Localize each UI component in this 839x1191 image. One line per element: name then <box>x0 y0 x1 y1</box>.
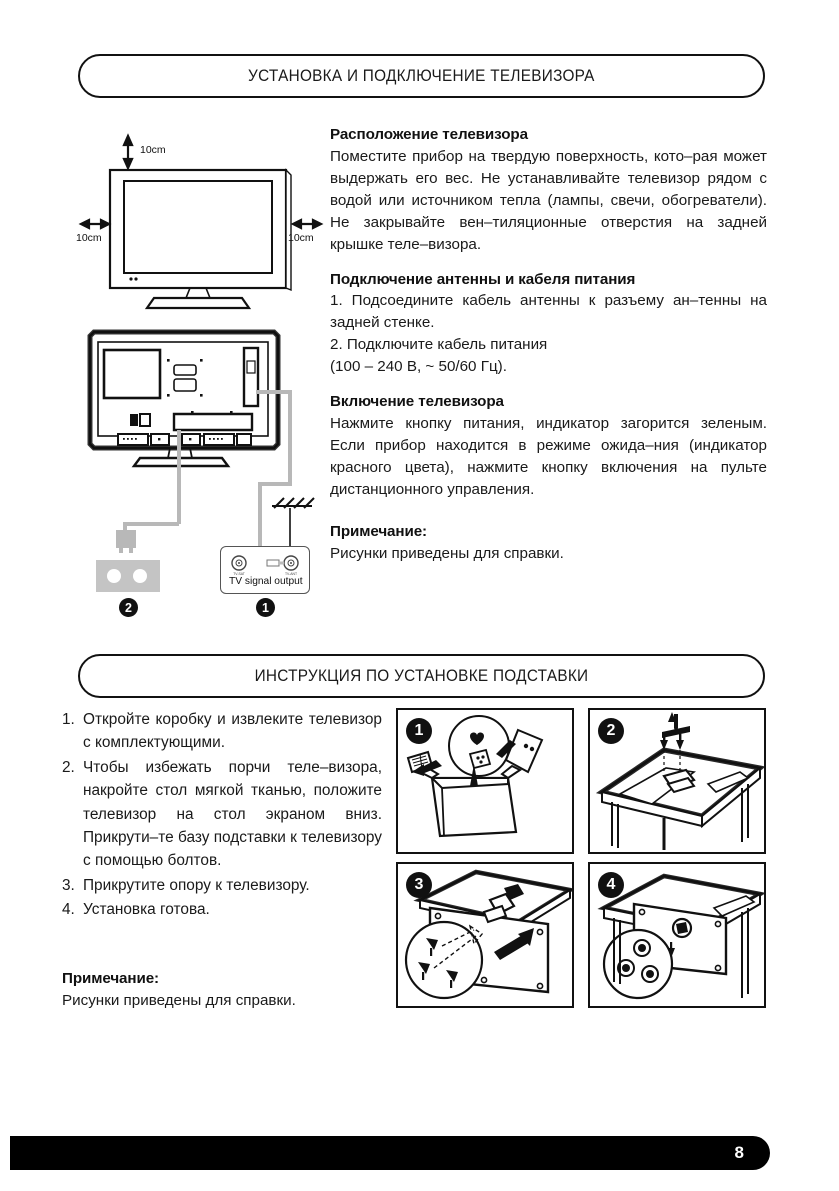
clearance-left-label: 10cm <box>76 232 102 244</box>
antenna-power-step-2-line-1: 2. Подключите кабель питания <box>330 336 548 354</box>
placement-body: Поместите прибор на твердую поверхность, кото–рая может выдержать его вес. Не устанавливайте телевизор рядом с водой или источником тепла (лампы, свечи, обогреватели). Не закрывайте вен–тиляционные отверстия на задней крышке теле–визора. <box>330 147 767 253</box>
panel-badge-2: 2 <box>598 718 624 744</box>
step-number: 3. <box>62 876 75 894</box>
list-item <box>62 756 382 873</box>
note-top-heading: Примечание: <box>330 523 428 541</box>
panel-badge-1: 1 <box>406 718 432 744</box>
section-header-stand-install <box>78 654 765 698</box>
antenna-power-step-2-line-2: (100 – 240 В, ~ 50/60 Гц). <box>330 358 507 376</box>
list-item <box>62 898 382 921</box>
panel-badge-3: 3 <box>406 872 432 898</box>
placement-heading: Расположение телевизора <box>330 126 528 143</box>
install-connect-text-column <box>330 124 767 565</box>
tv-clearance-diagram <box>78 132 328 312</box>
panel-badge-4: 4 <box>598 872 624 898</box>
svg-text:TV-SAT: TV-SAT <box>233 572 245 576</box>
power-on-heading: Включение телевизора <box>330 393 504 411</box>
svg-text:TV-ANT: TV-ANT <box>284 572 298 576</box>
stand-panel-1 <box>396 708 574 854</box>
placement-block <box>330 124 767 256</box>
stand-install-steps-list <box>62 708 382 923</box>
tv-signal-output-label: TV signal output <box>229 576 303 587</box>
antenna-power-step-1: 1. Подсоедините кабель антенны к разъему ан–тенны на задней стенке. <box>330 292 767 332</box>
marker-antenna-connection: 1 <box>256 598 275 617</box>
step-text: Чтобы избежать порчи теле–визора, накройте стол мягкой тканью, положите телевизор на стол экраном вниз. Прикрути–те базу подставки к телевизору с помощью болтов. <box>83 758 382 870</box>
list-item <box>62 874 382 897</box>
step-text: Прикрутите опору к телевизору. <box>83 876 310 894</box>
step-text: Откройте коробку и извлеките телевизор с комплектующими. <box>83 711 382 752</box>
step-number: 2. <box>62 758 75 776</box>
step-number: 4. <box>62 901 75 919</box>
clearance-top-label: 10cm <box>140 144 166 156</box>
tv-connection-diagram <box>78 318 328 618</box>
tv-front-view-illustration <box>78 132 328 312</box>
stand-panel-2 <box>588 708 766 854</box>
antenna-power-block <box>330 269 767 379</box>
clearance-right-label: 10cm <box>288 232 314 244</box>
step-number: 1. <box>62 711 75 728</box>
section-header-install-connect-label: УСТАНОВКА И ПОДКЛЮЧЕНИЕ ТЕЛЕВИЗОРА <box>248 66 595 85</box>
note-top-body: Рисунки приведены для справки. <box>330 544 564 562</box>
power-on-body: Нажмите кнопку питания, индикатор загорится зеленым. Если прибор находится в режиме ожида–ния (индикатор красного цвета), нажмите кнопку включения на пульте дистанционного управления. <box>330 415 767 499</box>
note-top-block <box>330 521 767 565</box>
step-text: Установка готова. <box>83 901 210 919</box>
note-bottom-block <box>62 968 382 1012</box>
antenna-power-heading: Подключение антенны и кабеля питания <box>330 270 636 288</box>
stand-panel-3 <box>396 862 574 1008</box>
section-header-install-connect <box>78 54 765 98</box>
power-on-block <box>330 391 767 501</box>
page-footer-bar <box>10 1136 770 1170</box>
tv-signal-output-box <box>220 546 310 594</box>
section-header-stand-install-label: ИНСТРУКЦИЯ ПО УСТАНОВКЕ ПОДСТАВКИ <box>254 666 589 685</box>
stand-panel-4 <box>588 862 766 1008</box>
marker-power-connection: 2 <box>119 598 138 617</box>
signal-box-jacks <box>221 547 311 595</box>
note-bottom-body: Рисунки приведены для справки. <box>62 991 296 1009</box>
page-number: 8 <box>734 1143 744 1162</box>
list-item <box>62 708 382 755</box>
note-bottom-heading: Примечание: <box>62 970 160 987</box>
